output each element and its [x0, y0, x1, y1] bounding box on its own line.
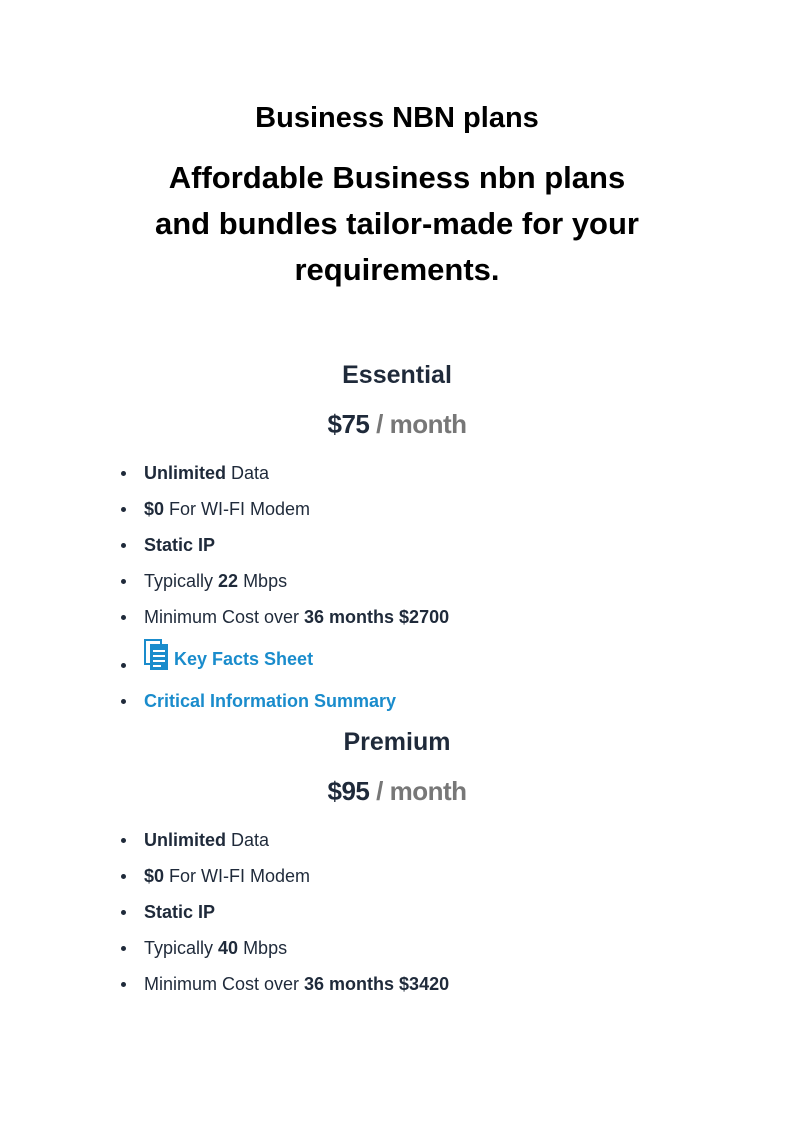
- plan-price: [0, 774, 794, 808]
- feature-static-ip: Static IP: [144, 894, 449, 930]
- price-period: / month: [376, 776, 467, 806]
- feature-list: [144, 822, 449, 1002]
- feature-speed: Typically 40 Mbps: [144, 930, 449, 966]
- page-subtitle: Affordable Business nbn plans and bundles tailor-made for your requirements.: [155, 160, 639, 287]
- document-icon[interactable]: [144, 639, 170, 671]
- feature-static-ip: Static IP: [144, 527, 449, 563]
- feature-speed: Typically 22 Mbps: [144, 563, 449, 599]
- feature-modem: $0 For WI-FI Modem: [144, 858, 449, 894]
- feature-modem: $0 For WI-FI Modem: [144, 491, 449, 527]
- key-facts-link[interactable]: Key Facts Sheet: [174, 649, 314, 669]
- price-amount: $95: [327, 776, 370, 806]
- price-amount: $75: [327, 409, 370, 439]
- price-period: / month: [376, 409, 467, 439]
- plan-name: Premium: [343, 728, 451, 756]
- key-facts-item: [144, 635, 449, 683]
- page-title: Business NBN plans: [255, 102, 539, 134]
- feature-min-cost: Minimum Cost over 36 months $3420: [144, 966, 449, 1002]
- feature-min-cost: Minimum Cost over 36 months $2700: [144, 599, 449, 635]
- critical-info-item: [144, 683, 449, 719]
- feature-list: [144, 455, 449, 719]
- plan-name: Essential: [342, 361, 452, 389]
- feature-data: Unlimited Data: [144, 822, 449, 858]
- plan-price: [0, 407, 794, 441]
- feature-data: Unlimited Data: [144, 455, 449, 491]
- critical-info-link[interactable]: Critical Information Summary: [144, 691, 397, 711]
